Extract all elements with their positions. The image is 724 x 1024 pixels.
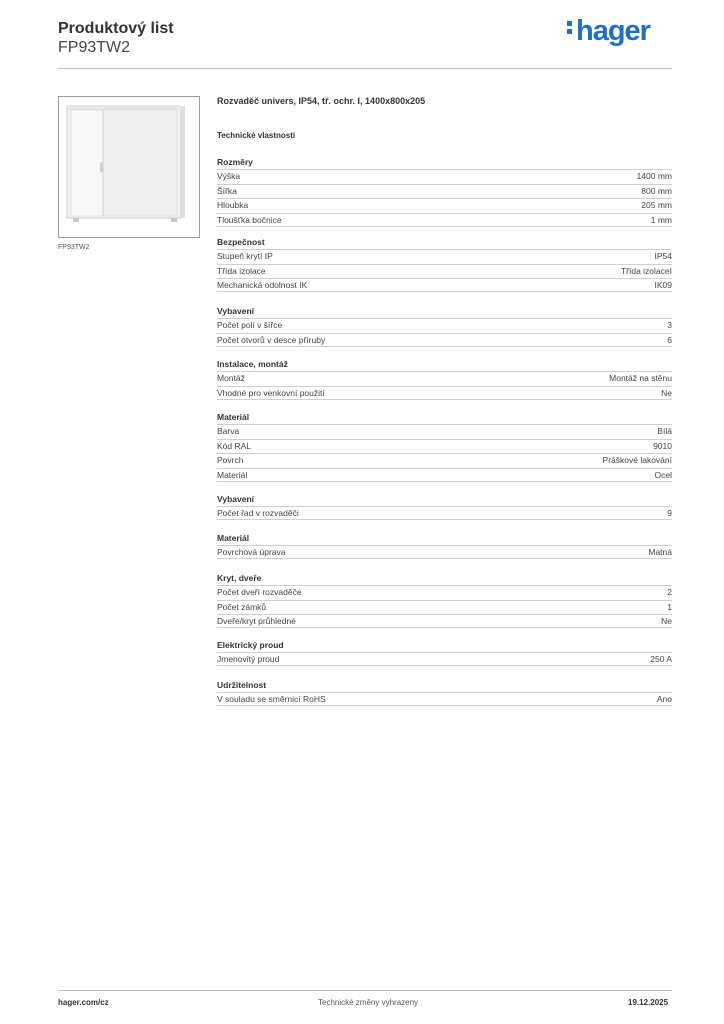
spec-value: IK09: [654, 280, 672, 291]
spec-value: Ano: [656, 694, 672, 704]
spec-value: 9: [667, 508, 672, 518]
section-title: Vybavení: [217, 494, 255, 504]
spec-value: Ne: [661, 387, 672, 398]
spec-row: [217, 278, 672, 292]
spec-row: [217, 600, 672, 614]
spec-value: Práškové lakování: [602, 455, 672, 466]
spec-key: Kód RAL: [217, 440, 252, 451]
tech-heading: Technické vlastnosti: [217, 131, 296, 140]
logo-text: hager: [576, 15, 650, 47]
spec-key: Vhodné pro venkovní použití: [217, 387, 325, 398]
footer-date: 19.12.2025: [628, 998, 669, 1007]
spec-key: Třída izolace: [217, 265, 266, 276]
spec-row: [217, 692, 672, 706]
spec-key: Hloubka: [217, 200, 249, 211]
section-title: Materiál: [217, 533, 250, 543]
spec-key: Tloušťka bočnice: [217, 214, 282, 225]
product-code: FP93TW2: [58, 39, 131, 56]
product-description: Rozvaděč univers, IP54, tř. ochr. I, 1400x800x205: [217, 96, 426, 106]
spec-row: [217, 169, 672, 183]
footer-website: hager.com/cz: [58, 998, 109, 1007]
header-divider: [58, 68, 672, 69]
spec-row: [217, 506, 672, 520]
spec-value: 2: [667, 587, 672, 597]
spec-row: [217, 264, 672, 278]
spec-value: Třída izolaceI: [620, 265, 672, 276]
spec-key: Výška: [217, 171, 241, 181]
spec-value: 3: [667, 320, 672, 330]
spec-value: Ne: [661, 616, 672, 627]
spec-row: [217, 545, 672, 559]
section-title: Kryt, dveře: [217, 573, 262, 583]
spec-value: 205 mm: [641, 200, 672, 211]
spec-row: [217, 249, 672, 263]
spec-key: Mechanická odolnost IK: [217, 280, 308, 291]
spec-key: Materiál: [217, 469, 248, 480]
spec-row: [217, 184, 672, 198]
spec-row: [217, 198, 672, 212]
spec-row: [217, 318, 672, 332]
product-image: [58, 96, 200, 238]
spec-key: Dveře/kryt průhledné: [217, 616, 296, 627]
spec-row: [217, 453, 672, 467]
spec-key: Stupeň krytí IP: [217, 251, 273, 261]
spec-value: 1: [667, 601, 672, 612]
spec-value: 250 A: [650, 654, 672, 664]
spec-row: [217, 424, 672, 438]
footer-divider: [58, 990, 672, 991]
spec-key: V souladu se směrnicí RoHS: [217, 694, 326, 704]
section-title: Rozměry: [217, 157, 253, 167]
page-title: Produktový list: [58, 20, 174, 37]
spec-value: IP54: [654, 251, 672, 261]
spec-row: [217, 386, 672, 400]
spec-value: Matná: [648, 547, 672, 557]
spec-key: Počet řad v rozvaděči: [217, 508, 299, 518]
spec-row: [217, 371, 672, 385]
spec-value: 1 mm: [650, 214, 672, 225]
spec-row: [217, 652, 672, 666]
spec-key: Povrch: [217, 455, 244, 466]
spec-value: Bílá: [657, 426, 672, 436]
spec-key: Montáž: [217, 373, 245, 383]
spec-value: 6: [667, 334, 672, 345]
spec-value: 9010: [653, 440, 672, 451]
section-title: Udržitelnost: [217, 680, 267, 690]
spec-row: [217, 614, 672, 628]
spec-value: 800 mm: [641, 185, 672, 196]
spec-row: [217, 213, 672, 227]
section-title: Vybavení: [217, 306, 255, 316]
spec-row: [217, 468, 672, 482]
spec-key: Povrchová úprava: [217, 547, 286, 557]
section-title: Materiál: [217, 412, 250, 422]
cabinet-icon: [63, 102, 191, 226]
spec-key: Počet otvorů v desce příruby: [217, 334, 326, 345]
footer-note: Technické změny vyhrazeny: [318, 998, 419, 1007]
spec-row: [217, 585, 672, 599]
spec-key: Šířka: [217, 185, 237, 196]
section-title: Elektrický proud: [217, 640, 284, 650]
logo-dots-icon: [567, 18, 573, 37]
spec-key: Počet dveří rozvaděče: [217, 587, 302, 597]
spec-row: [217, 439, 672, 453]
spec-key: Jmenovitý proud: [217, 654, 280, 664]
image-caption: FP93TW2: [58, 244, 90, 251]
spec-row: [217, 333, 672, 347]
hager-logo: [567, 15, 650, 48]
spec-key: Počet zámků: [217, 601, 267, 612]
section-title: Instalace, montáž: [217, 359, 288, 369]
spec-value: Ocel: [654, 469, 672, 480]
spec-key: Počet polí v šířce: [217, 320, 283, 330]
spec-value: Montáž na stěnu: [609, 373, 672, 383]
section-title: Bezpečnost: [217, 237, 265, 247]
spec-value: 1400 mm: [636, 171, 672, 181]
spec-key: Barva: [217, 426, 240, 436]
